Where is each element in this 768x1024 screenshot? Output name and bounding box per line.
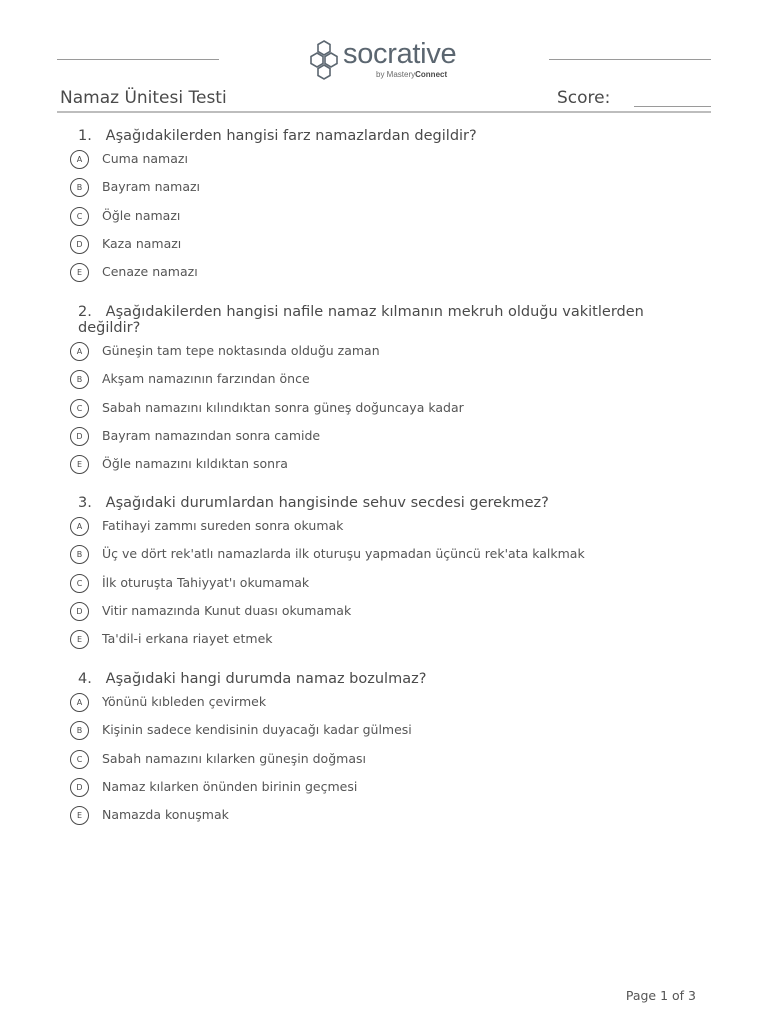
option-text: Cenaze namazı [102,264,198,280]
answer-option[interactable] [70,263,710,285]
question-number: 4. [78,671,92,687]
brand-byline: by MasteryConnect [376,70,448,79]
option-text: Akşam namazının farzından önce [102,371,310,387]
option-circle[interactable]: C [70,750,89,769]
answer-option[interactable] [70,545,710,567]
option-text: Bayram namazı [102,179,201,195]
question-body: Aşağıdakilerden hangisi farz namazlardan degildir? [105,128,477,144]
option-circle[interactable]: D [70,235,89,254]
option-circle[interactable]: C [70,399,89,418]
option-text: Üç ve dört rek'atlı namazlarda ilk oturuşu yapmadan üçüncü rek'ata kalkmak [102,546,585,562]
option-circle[interactable]: E [70,806,89,825]
option-circle[interactable]: D [70,427,89,446]
option-circle[interactable]: C [70,207,89,226]
question-body: Aşağıdaki hangi durumda namaz bozulmaz? [105,671,427,687]
answer-option[interactable] [70,342,710,364]
answer-option[interactable] [70,806,710,828]
option-circle[interactable]: D [70,778,89,797]
option-text: Kişinin sadece kendisinin duyacağı kadar gülmesi [102,722,412,738]
question-number: 3. [78,495,92,511]
option-text: Fatihayi zammı sureden sonra okumak [102,518,344,533]
option-text: Kaza namazı [102,235,182,251]
option-circle[interactable]: E [70,263,89,282]
answer-option[interactable] [70,517,710,539]
question-text [78,304,678,336]
option-text: Ta'dil-i erkana riayet etmek [102,631,273,647]
score-label: Score: [557,88,611,108]
option-circle[interactable]: B [70,370,89,389]
option-circle[interactable]: A [70,150,89,169]
answer-option[interactable] [70,693,710,715]
question-text [78,495,678,511]
option-text: Sabah namazını kılarken güneşin doğması [102,750,366,766]
answer-option[interactable] [70,427,710,449]
answer-option[interactable] [70,602,710,624]
quiz-title: Namaz Ünitesi Testi [60,88,227,108]
option-circle[interactable]: A [70,693,89,712]
question-text [78,128,678,144]
answer-option[interactable] [70,235,710,257]
option-text: Öğle namazını kıldıktan sonra [102,456,288,472]
page-number: Page 1 of 3 [625,988,696,1003]
option-circle[interactable]: E [70,630,89,649]
option-circle[interactable]: B [70,721,89,740]
option-circle[interactable]: E [70,455,89,474]
option-text: Cuma namazı [102,151,188,166]
brand-name: socrative [343,38,457,70]
answer-option[interactable] [70,207,710,229]
option-text: İlk oturuşta Tahiyyat'ı okumamak [102,574,310,590]
option-circle[interactable]: D [70,602,89,621]
answer-option[interactable] [70,399,710,421]
option-text: Bayram namazından sonra camide [102,427,321,443]
answer-option[interactable] [70,455,710,477]
option-text: Öğle namazı [102,207,181,223]
option-text: Güneşin tam tepe noktasında olduğu zaman [102,343,380,358]
answer-option[interactable] [70,778,710,800]
option-circle[interactable]: A [70,517,89,536]
option-text: Namazda konuşmak [102,807,229,823]
question-text [78,671,678,687]
answer-option[interactable] [70,574,710,596]
option-circle[interactable]: C [70,574,89,593]
answer-option[interactable] [70,178,710,200]
option-text: Sabah namazını kılındıktan sonra güneş doğuncaya kadar [102,399,464,415]
option-text: Namaz kılarken önünden birinin geçmesi [102,778,358,794]
answer-option[interactable] [70,721,710,743]
answer-option[interactable] [70,150,710,172]
question-number: 2. [78,304,92,320]
question-body: Aşağıdaki durumlardan hangisinde sehuv secdesi gerekmez? [105,495,549,511]
option-circle[interactable]: B [70,178,89,197]
option-circle[interactable]: A [70,342,89,361]
question-body: Aşağıdakilerden hangisi nafile namaz kılmanın mekruh olduğu vakitlerden değildir? [78,304,649,336]
question-number: 1. [78,128,92,144]
option-circle[interactable]: B [70,545,89,564]
answer-option[interactable] [70,750,710,772]
option-text: Yönünü kıbleden çevirmek [102,694,267,709]
option-text: Vitir namazında Kunut duası okumamak [102,602,352,618]
answer-option[interactable] [70,630,710,652]
answer-option[interactable] [70,370,710,392]
